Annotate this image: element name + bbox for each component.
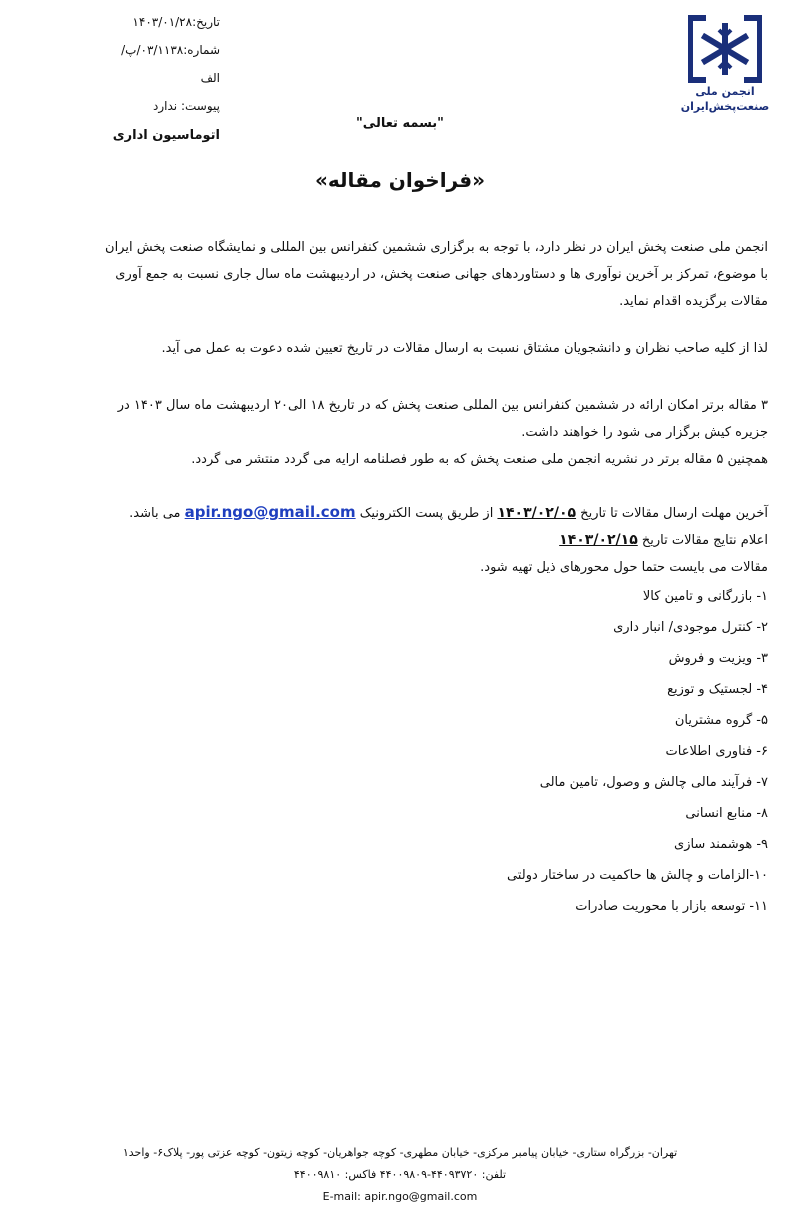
page-title: «فراخوان مقاله» bbox=[315, 168, 485, 192]
topic-item: ۷- فرآیند مالی چالش و وصول، تامین مالی bbox=[539, 775, 768, 790]
letter-attachment: پیوست: ندارد bbox=[153, 99, 220, 113]
logo-name-line2: صنعت‌پخش‌ایران bbox=[680, 100, 770, 113]
deadline-date: ۱۴۰۳/۰۲/۰۵ bbox=[497, 505, 577, 521]
letter-date: تاریخ:۱۴۰۳/۰۱/۲۸ bbox=[132, 15, 220, 29]
deadline-prefix: آخرین مهلت ارسال مقالات تا تاریخ bbox=[576, 506, 768, 521]
topics-intro: مقالات می بایست حتما حول محورهای ذیل تهیه شود. bbox=[480, 560, 768, 575]
footer-phone: تلفن: ۴۴۰۹۳۷۲۰-۴۴۰۰۹۸۰۹ فاکس: ۴۴۰۰۹۸۱۰ bbox=[293, 1168, 507, 1181]
topic-item: ۱۰-الزامات و چالش ها حاکمیت در ساختار دولتی bbox=[506, 868, 768, 883]
letter-number: شماره:۰۳/۱۱۳۸/پ/الف bbox=[121, 43, 220, 85]
invite-paragraph: لذا از کلیه صاحب نظران و دانشجویان مشتاق نسبت به ارسال مقالات در تاریخ تعیین شده دعوت به عمل می آید. bbox=[161, 341, 768, 356]
topic-item: ۶- فناوری اطلاعات bbox=[665, 744, 768, 759]
topic-item: ۳- ویزیت و فروش bbox=[668, 651, 768, 666]
topic-item: ۱۱- توسعه بازار با محوریت صادرات bbox=[575, 899, 768, 914]
top5-paragraph: همچنین ۵ مقاله برتر در نشریه انجمن ملی صنعت پخش که به طور فصلنامه ارایه می گردد منتشر می گردد. bbox=[191, 452, 768, 467]
results-line bbox=[100, 527, 768, 554]
results-date: ۱۴۰۳/۰۲/۱۵ bbox=[559, 532, 638, 548]
topic-item: ۱- بازرگانی و تامین کالا bbox=[642, 589, 768, 604]
snowflake-logo-icon bbox=[688, 14, 762, 84]
footer-email: E-mail: apir.ngo@gmail.com bbox=[322, 1190, 478, 1203]
letter-department: اتوماسیون اداری bbox=[112, 128, 220, 143]
logo-name-line1: انجمن ملی bbox=[695, 85, 755, 98]
letter-footer bbox=[0, 1142, 800, 1208]
results-prefix: اعلام نتایج مقالات تاریخ bbox=[637, 533, 768, 548]
topic-item: ۴- لجستیک و توزیع bbox=[667, 682, 768, 697]
topic-item: ۸- منابع انسانی bbox=[685, 806, 768, 821]
intro-paragraph: انجمن ملی صنعت پخش ایران در نظر دارد، با توجه به برگزاری ششمین کنفرانس بین المللی و نمایشگاه صنعت پخش ایران با موضوع، تمرکز بر آخرین نوآوری ها و دستاوردهای جهانی صنعت پخش، در اردیبهشت ماه سال جاری نسبت به جمع آوری مقالات برگزیده اقدام نماید. bbox=[105, 240, 768, 309]
bismillah: "بسمه تعالی" bbox=[356, 116, 444, 131]
topic-item: ۵- گروه مشتریان bbox=[674, 713, 768, 728]
topics-list bbox=[100, 581, 768, 922]
letter-body bbox=[100, 234, 768, 922]
topic-item: ۲- کنترل موجودی/ انبار داری bbox=[613, 620, 768, 635]
top3-paragraph: ۳ مقاله برتر امکان ارائه در ششمین کنفرانس بین المللی صنعت پخش که در تاریخ ۱۸ الی۲۰ اردیبهشت ماه سال ۱۴۰۳ در جزیره کیش برگزار می شود را خواهند داشت. bbox=[117, 398, 768, 440]
deadline-email-link[interactable]: apir.ngo@gmail.com bbox=[184, 503, 356, 521]
deadline-suffix: می باشد. bbox=[129, 506, 185, 521]
footer-address: تهران- بزرگراه ستاری- خیابان پیامبر مرکزی- خیابان مطهری- کوچه جواهریان- کوچه زیتون- کوچه عزتی پور- پلاک۶- واحد۱ bbox=[122, 1146, 678, 1159]
deadline-line bbox=[100, 499, 768, 527]
deadline-middle: از طریق پست الکترونیک bbox=[355, 506, 498, 521]
association-logo bbox=[680, 14, 770, 124]
topic-item: ۹- هوشمند سازی bbox=[674, 837, 768, 852]
